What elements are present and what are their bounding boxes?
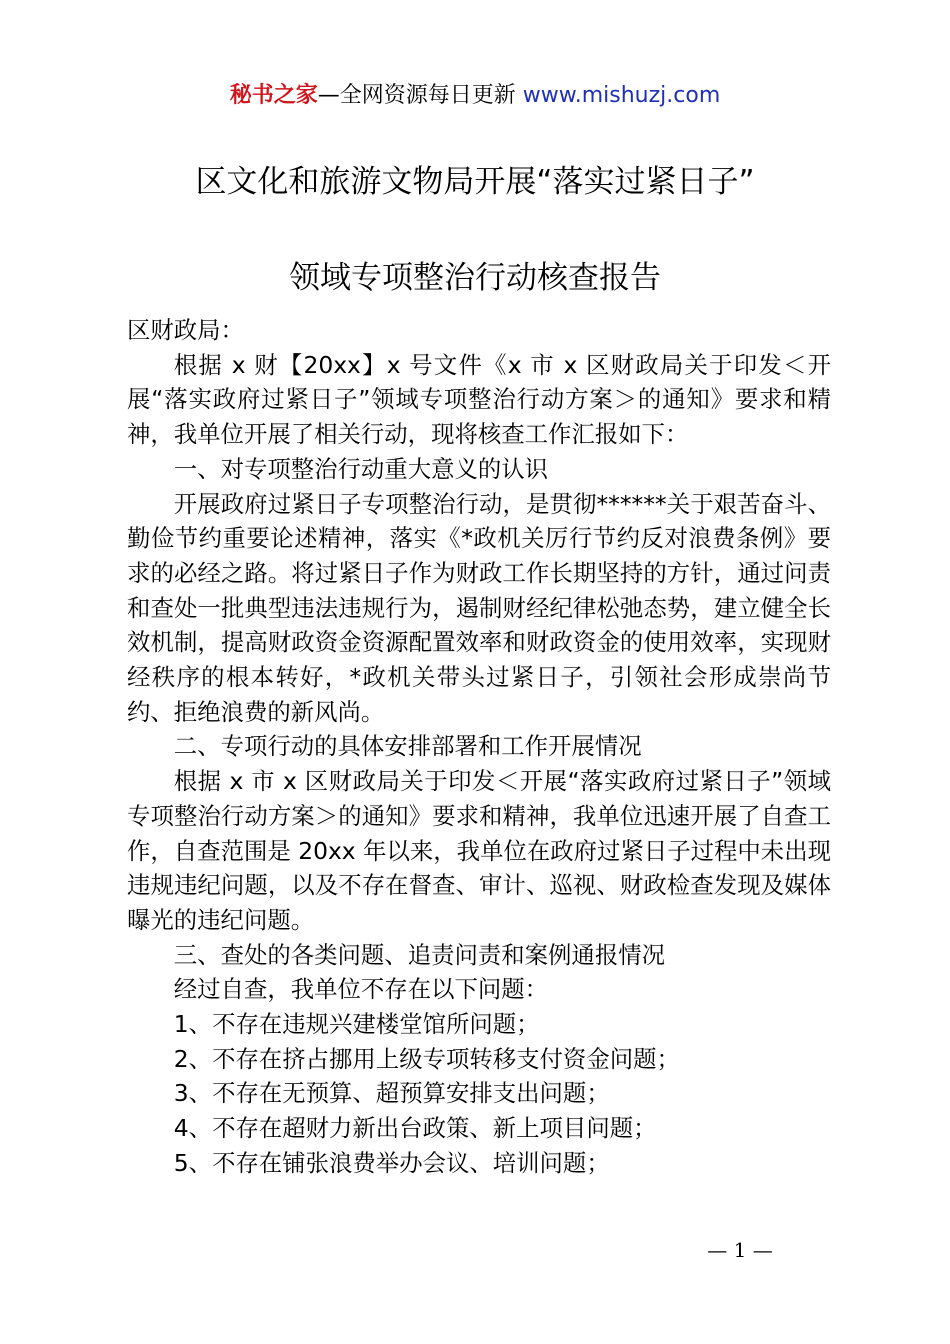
list-item: 2、不存在挤占挪用上级专项转移支付资金问题； [173,1044,680,1073]
site-brand: 秘书之家 [229,83,318,108]
paragraph-significance: 开展政府过紧日子专项整治行动，是贯彻******关于艰苦奋斗、勤俭节约重要论述精神，落实《*政机关厉行节约反对浪费条例》要求的必经之路。将过紧日子作为财政工作长期坚持的方针，通过问责和查处一批典型违法违规行为，遏制财经纪律松弛态势，建立健全长效机制，提高财政资金资源配置效率和财政资金的使用效率，实现财经秩序的根本转好，*政机关带头过紧日子，引领社会形成崇尚节约、拒绝浪费的新风尚。 [127,489,831,726]
site-tagline: —全网资源每日更新 [317,83,523,108]
list-item: 3、不存在无预算、超预算安排支出问题； [173,1079,610,1108]
section-heading-3: 三、查处的各类问题、追责问责和案例通报情况 [173,940,665,969]
site-url-link[interactable]: www.mishuzj.com [522,83,721,108]
document-title-line-1: 区文化和旅游文物局开展“落实过紧日子” [195,164,755,200]
paragraph-self-check: 经过自查，我单位不存在以下问题： [173,975,549,1004]
paragraph-intro: 根据 x 财【20xx】x 号文件《x 市 x 区财政局关于印发＜开展“落实政府过紧日子”领域专项整治行动方案＞的通知》要求和精神，我单位开展了相关行动，现将核查工作汇报如下： [127,350,831,449]
section-heading-2: 二、专项行动的具体安排部署和工作开展情况 [173,732,642,761]
list-item: 4、不存在超财力新出台政策、新上项目问题； [173,1114,657,1143]
page-number: — 1 — [707,1238,773,1262]
salutation: 区财政局： [127,316,244,344]
document-body [127,313,831,1181]
document-title-line-2: 领域专项整治行动核查报告 [289,260,661,296]
section-heading-1: 一、对专项整治行动重大意义的认识 [173,454,549,483]
list-item: 1、不存在违规兴建楼堂馆所问题； [173,1010,540,1039]
list-item: 5、不存在铺张浪费举办会议、培训问题； [173,1148,610,1177]
site-header [0,80,950,112]
paragraph-deployment: 根据 x 市 x 区财政局关于印发＜开展“落实政府过紧日子”领域专项整治行动方案＞的通知》要求和精神，我单位迅速开展了自查工作，自查范围是 20xx 年以来，我单位在政府过紧日子过程中未出现违规违纪问题，以及不存在督查、审计、巡视、财政检查发现及媒体曝光的违纪问题。 [127,767,831,934]
